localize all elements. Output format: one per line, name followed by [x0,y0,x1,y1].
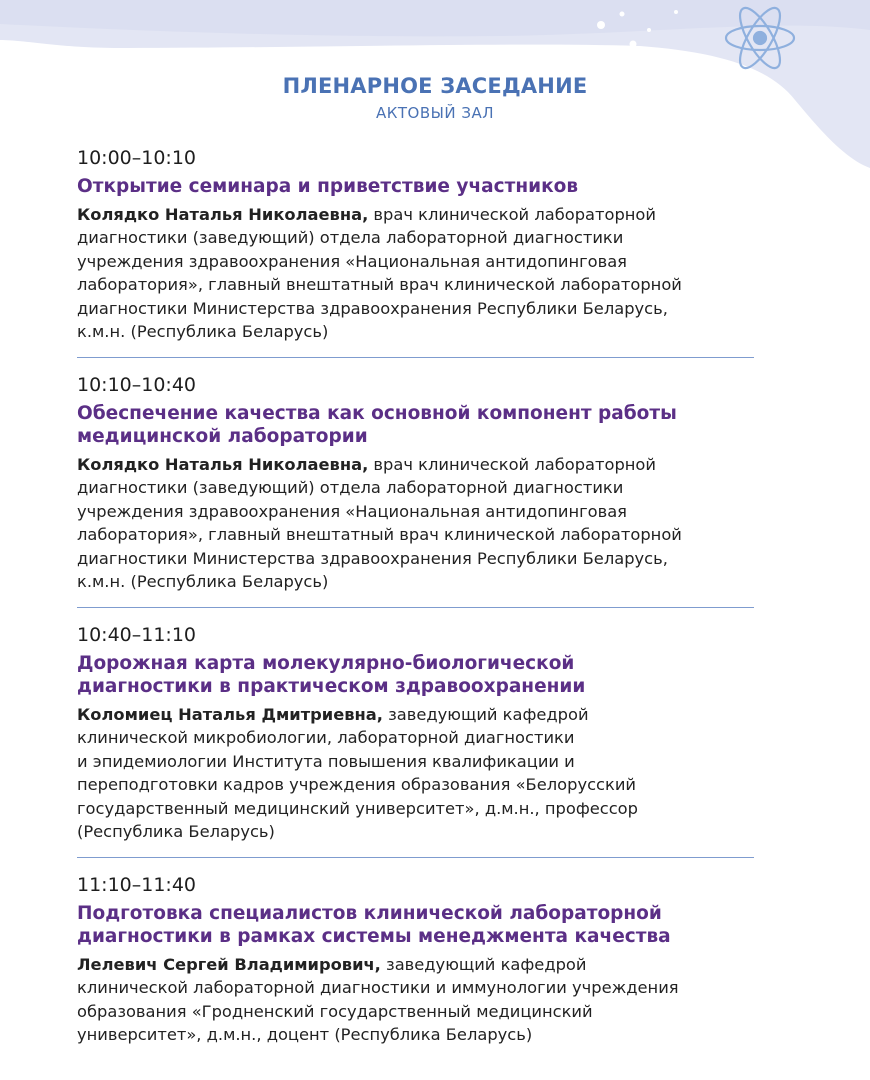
venue-subtitle: АКТОВЫЙ ЗАЛ [375,104,495,122]
session-time: 10:00–10:10 [77,147,197,169]
session-time: 11:10–11:40 [77,874,197,896]
session-item [77,146,757,343]
session-speaker: Лелевич Сергей Владимирович, заведующий кафедрой клинической лабораторной диагностики и иммунологии учреждения образования «Гродненский государственный медицинский университет», д.м.н., доцент (Республика Беларусь) [77,955,679,1045]
session-speaker: Колядко Наталья Николаевна, врач клинической лабораторной диагностики (заведующий) отдела лабораторной диагностики учреждения здравоохранения «Национальная антидопинговая лаборатория», главный внештатный врач клинической лабораторной диагностики Министерства здравоохранения Республики Беларусь, к.м.н. (Республика Беларусь) [77,205,682,342]
session-time: 10:40–11:10 [77,624,197,646]
session-topic: Открытие семинара и приветствие участников [77,176,579,197]
speaker-name: Колядко Наталья Николаевна, [77,455,369,474]
session-topic: Дорожная карта молекулярно-биологической диагностики в практическом здравоохранении [77,653,586,697]
session-topic: Обеспечение качества как основной компонент работы медицинской лаборатории [77,403,677,447]
speaker-name: Лелевич Сергей Владимирович, [77,955,381,974]
section-header [0,72,870,124]
session-item [77,623,757,843]
session-time: 10:10–10:40 [77,374,197,396]
session-divider [77,357,754,358]
session-item [77,373,757,593]
session-divider [77,607,754,608]
page-title: ПЛЕНАРНОЕ ЗАСЕДАНИЕ [282,74,588,98]
session-topic: Подготовка специалистов клинической лабораторной диагностики в рамках системы менеджмента качества [77,903,671,947]
session-divider [77,857,754,858]
session-speaker: Колядко Наталья Николаевна, врач клинической лабораторной диагностики (заведующий) отдела лабораторной диагностики учреждения здравоохранения «Национальная антидопинговая лаборатория», главный внештатный врач клинической лабораторной диагностики Министерства здравоохранения Республики Беларусь, к.м.н. (Республика Беларусь) [77,455,682,592]
session-item [77,873,757,1047]
session-speaker: Коломиец Наталья Дмитриевна, заведующий кафедрой клинической микробиологии, лабораторной диагностики и эпидемиологии Института повышения квалификации и переподготовки кадров учреждения образования «Белорусский государственный медицинский университет», д.м.н., профессор (Республика Беларусь) [77,705,638,842]
speaker-name: Коломиец Наталья Дмитриевна, [77,705,383,724]
speaker-name: Колядко Наталья Николаевна, [77,205,369,224]
